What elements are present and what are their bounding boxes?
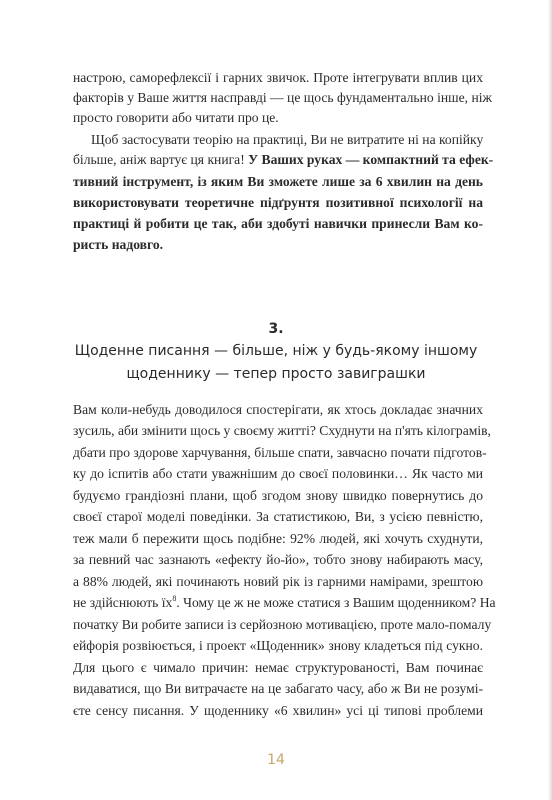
text-line-bold: використовувати теоретичне підґрунтя позитивної психології на — [73, 195, 483, 210]
text-line: ку до іспитів або стати уважнішим до своєї половинки… Як часто ми — [73, 466, 483, 481]
text-line: теж мали б пережити щось подібне: 92% людей, які хочуть схуднути, — [73, 531, 483, 546]
text-segment: . Чому це ж не може статися з Вашим щоденником? На — [176, 595, 496, 610]
text-line-mixed — [73, 150, 494, 170]
text-line: настрою, саморефлексії і гарних звичок. Проте інтегрувати вплив цих — [73, 70, 483, 85]
text-line: просто говорити або читати про це. — [73, 110, 279, 125]
text-line: видаватися, що Ви витрачаєте на це забагато часу, або ж Ви не розумі- — [73, 681, 483, 696]
text-line: Щоб застосувати теорію на практиці, Ви не витратите ні на копійку — [91, 132, 484, 147]
footnote-ref[interactable]: 8 — [172, 594, 177, 603]
page-number: 14 — [267, 752, 285, 768]
text-line: своєї старої моделі поведінки. За статистикою, Ви, з усією певністю, — [73, 509, 483, 524]
text-line-bold: тивний інструмент, із яким Ви зможете лише за 6 хвилин на день — [73, 174, 483, 189]
text-line: а 88% людей, які починають новий рік із гарними намірами, зрештою — [73, 574, 483, 589]
text-line: єте сенсу писання. У щоденнику «6 хвилин» усі ці типові проблеми — [73, 703, 483, 718]
page-edge-shadow — [548, 0, 552, 800]
text-line-footnote — [73, 593, 496, 613]
text-bold: У Ваших руках — компактний та ефек- — [248, 152, 494, 167]
text-line: ейфорія розвіюється, і проект «Щоденник» знову кладеться під сукно. — [73, 638, 483, 653]
text-line: дбати про здорове харчування, більше спати, завчасно почати підготов- — [73, 445, 487, 460]
text-line: Для цього є чимало причин: немає структурованості, Вам починає — [73, 660, 483, 675]
text-line: будуємо грандіозні плани, щоб згодом знову швидко повернутись до — [73, 488, 483, 503]
text-line: Вам коли-небудь доводилося спостерігати, як хтось докладає значних — [73, 402, 483, 417]
text-line-bold: практиці й робити це так, аби здобуті навички принесли Вам ко- — [73, 216, 483, 231]
text-regular: більше, аніж вартує ця книга! — [73, 152, 245, 167]
text-line: початку Ви робите записи із серйозною мотивацією, проте мало-помалу — [73, 617, 492, 632]
text-line-bold: ристь надовго. — [73, 237, 164, 252]
section-number: 3. — [268, 321, 284, 337]
text-line: зусиль, аби змінити щось у своєму житті? Схуднути на п'ять кілограмів, — [73, 423, 491, 438]
text-line: факторів у Ваше життя насправді — це щось фундаментально інше, ніж — [73, 90, 492, 105]
section-title-line-2: щоденнику — тепер просто завиграшки — [126, 366, 426, 382]
section-title-line-1: Щоденне писання — більше, ніж у будь-якому іншому — [74, 343, 478, 359]
text-line: за певний час зазнають «ефекту йо-йо», тобто знову набирають масу, — [73, 552, 483, 567]
text-segment: не здійснюють їх — [73, 595, 173, 610]
